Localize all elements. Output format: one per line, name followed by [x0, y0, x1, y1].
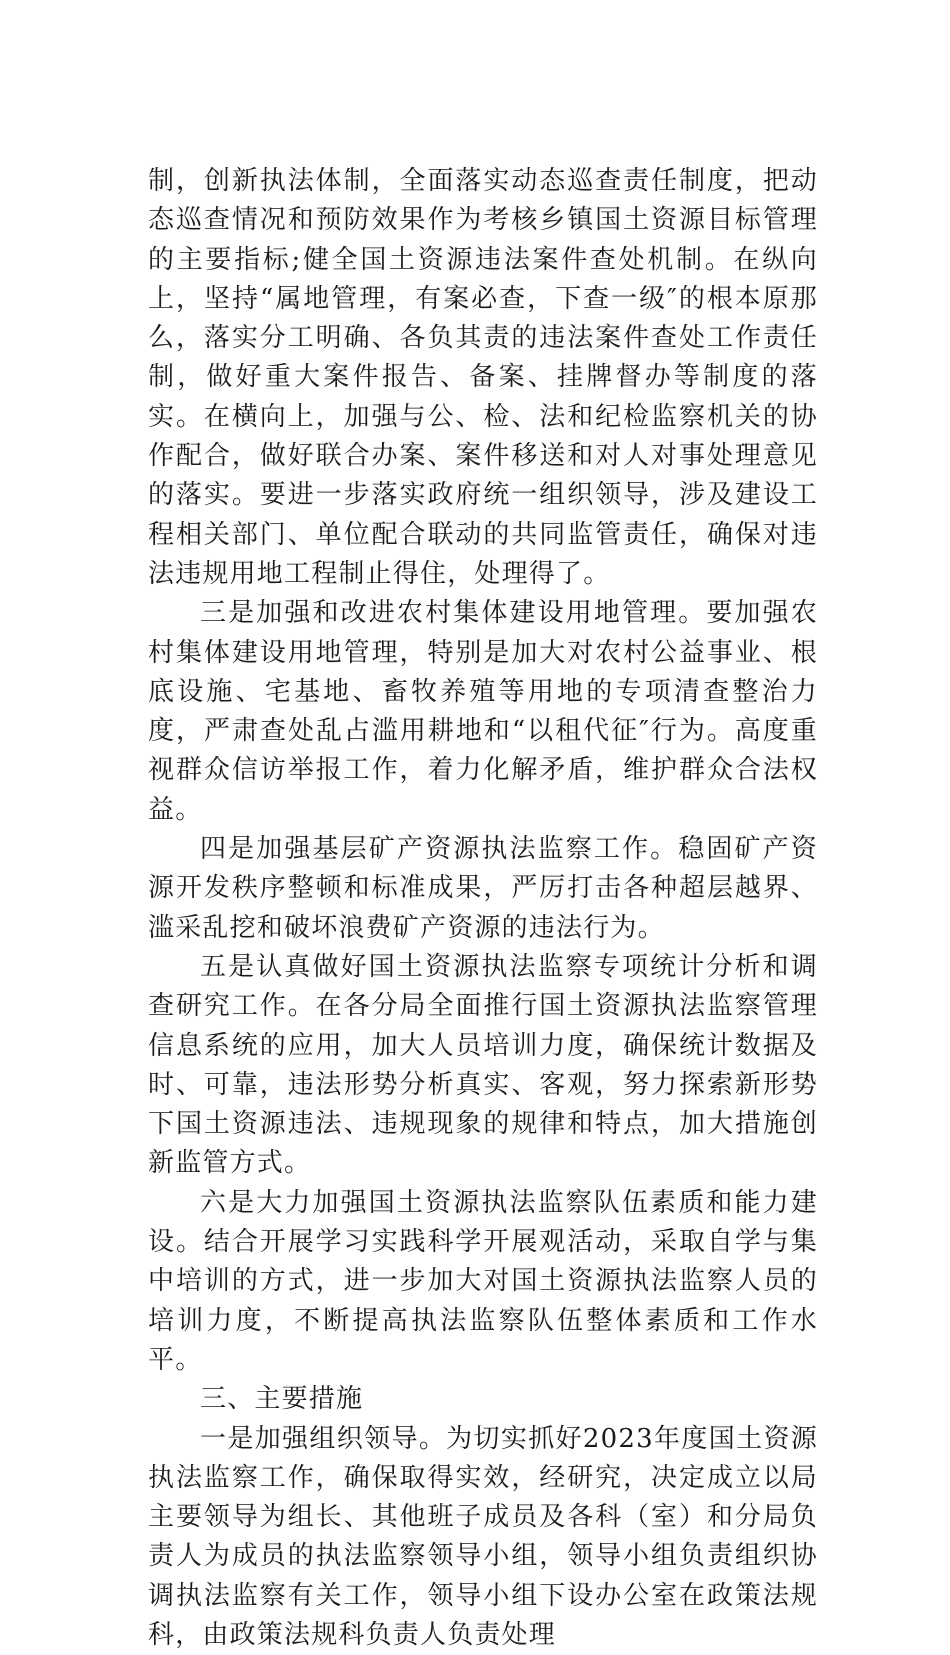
- paragraph-statistics: 五是认真做好国土资源执法监察专项统计分析和调查研究工作。在各分局全面推行国土资源执法监察管理信息系统的应用，加大人员培训力度，确保统计数据及时、可靠，违法形势分析真实、客观，努力探索新形势下国土资源违法、违规现象的规律和特点，加大措施创新监管方式。: [148, 948, 818, 1184]
- paragraph-organization: 一是加强组织领导。为切实抓好2023年度国土资源执法监察工作，确保取得实效，经研究，决定成立以局主要领导为组长、其他班子成员及各科（室）和分局负责人为成员的执法监察领导小组，领导小组负责组织协调执法监察有关工作，领导小组下设办公室在政策法规科，由政策法规科负责人负责处理: [148, 1420, 818, 1655]
- document-body: [148, 162, 818, 1655]
- paragraph-rural-land: 三是加强和改进农村集体建设用地管理。要加强农村集体建设用地管理，特别是加大对农村公益事业、根底设施、宅基地、畜牧养殖等用地的专项清查整治力度，严肃查处乱占滥用耕地和“以租代征″行为。高度重视群众信访举报工作，着力化解矛盾，维护群众合法权益。: [148, 594, 818, 830]
- paragraph-team-building: 六是大力加强国土资源执法监察队伍素质和能力建设。结合开展学习实践科学开展观活动，采取自学与集中培训的方式，进一步加大对国土资源执法监察人员的培训力度，不断提高执法监察队伍整体素质和工作水平。: [148, 1184, 818, 1380]
- paragraph-continuation: 制，创新执法体制，全面落实动态巡查责任制度，把动态巡查情况和预防效果作为考核乡镇国土资源目标管理的主要指标;健全国土资源违法案件查处机制。在纵向上，坚持“属地管理，有案必查，下查一级″的根本原那么，落实分工明确、各负其责的违法案件查处工作责任制，做好重大案件报告、备案、挂牌督办等制度的落实。在横向上，加强与公、检、法和纪检监察机关的协作配合，做好联合办案、案件移送和对人对事处理意见的落实。要进一步落实政府统一组织领导，涉及建设工程相关部门、单位配合联动的共同监管责任，确保对违法违规用地工程制止得住，处理得了。: [148, 162, 818, 594]
- paragraph-mineral: 四是加强基层矿产资源执法监察工作。稳固矿产资源开发秩序整顿和标准成果，严厉打击各种超层越界、滥采乱挖和破坏浪费矿产资源的违法行为。: [148, 830, 818, 948]
- section-heading-measures: 三、主要措施: [148, 1380, 818, 1419]
